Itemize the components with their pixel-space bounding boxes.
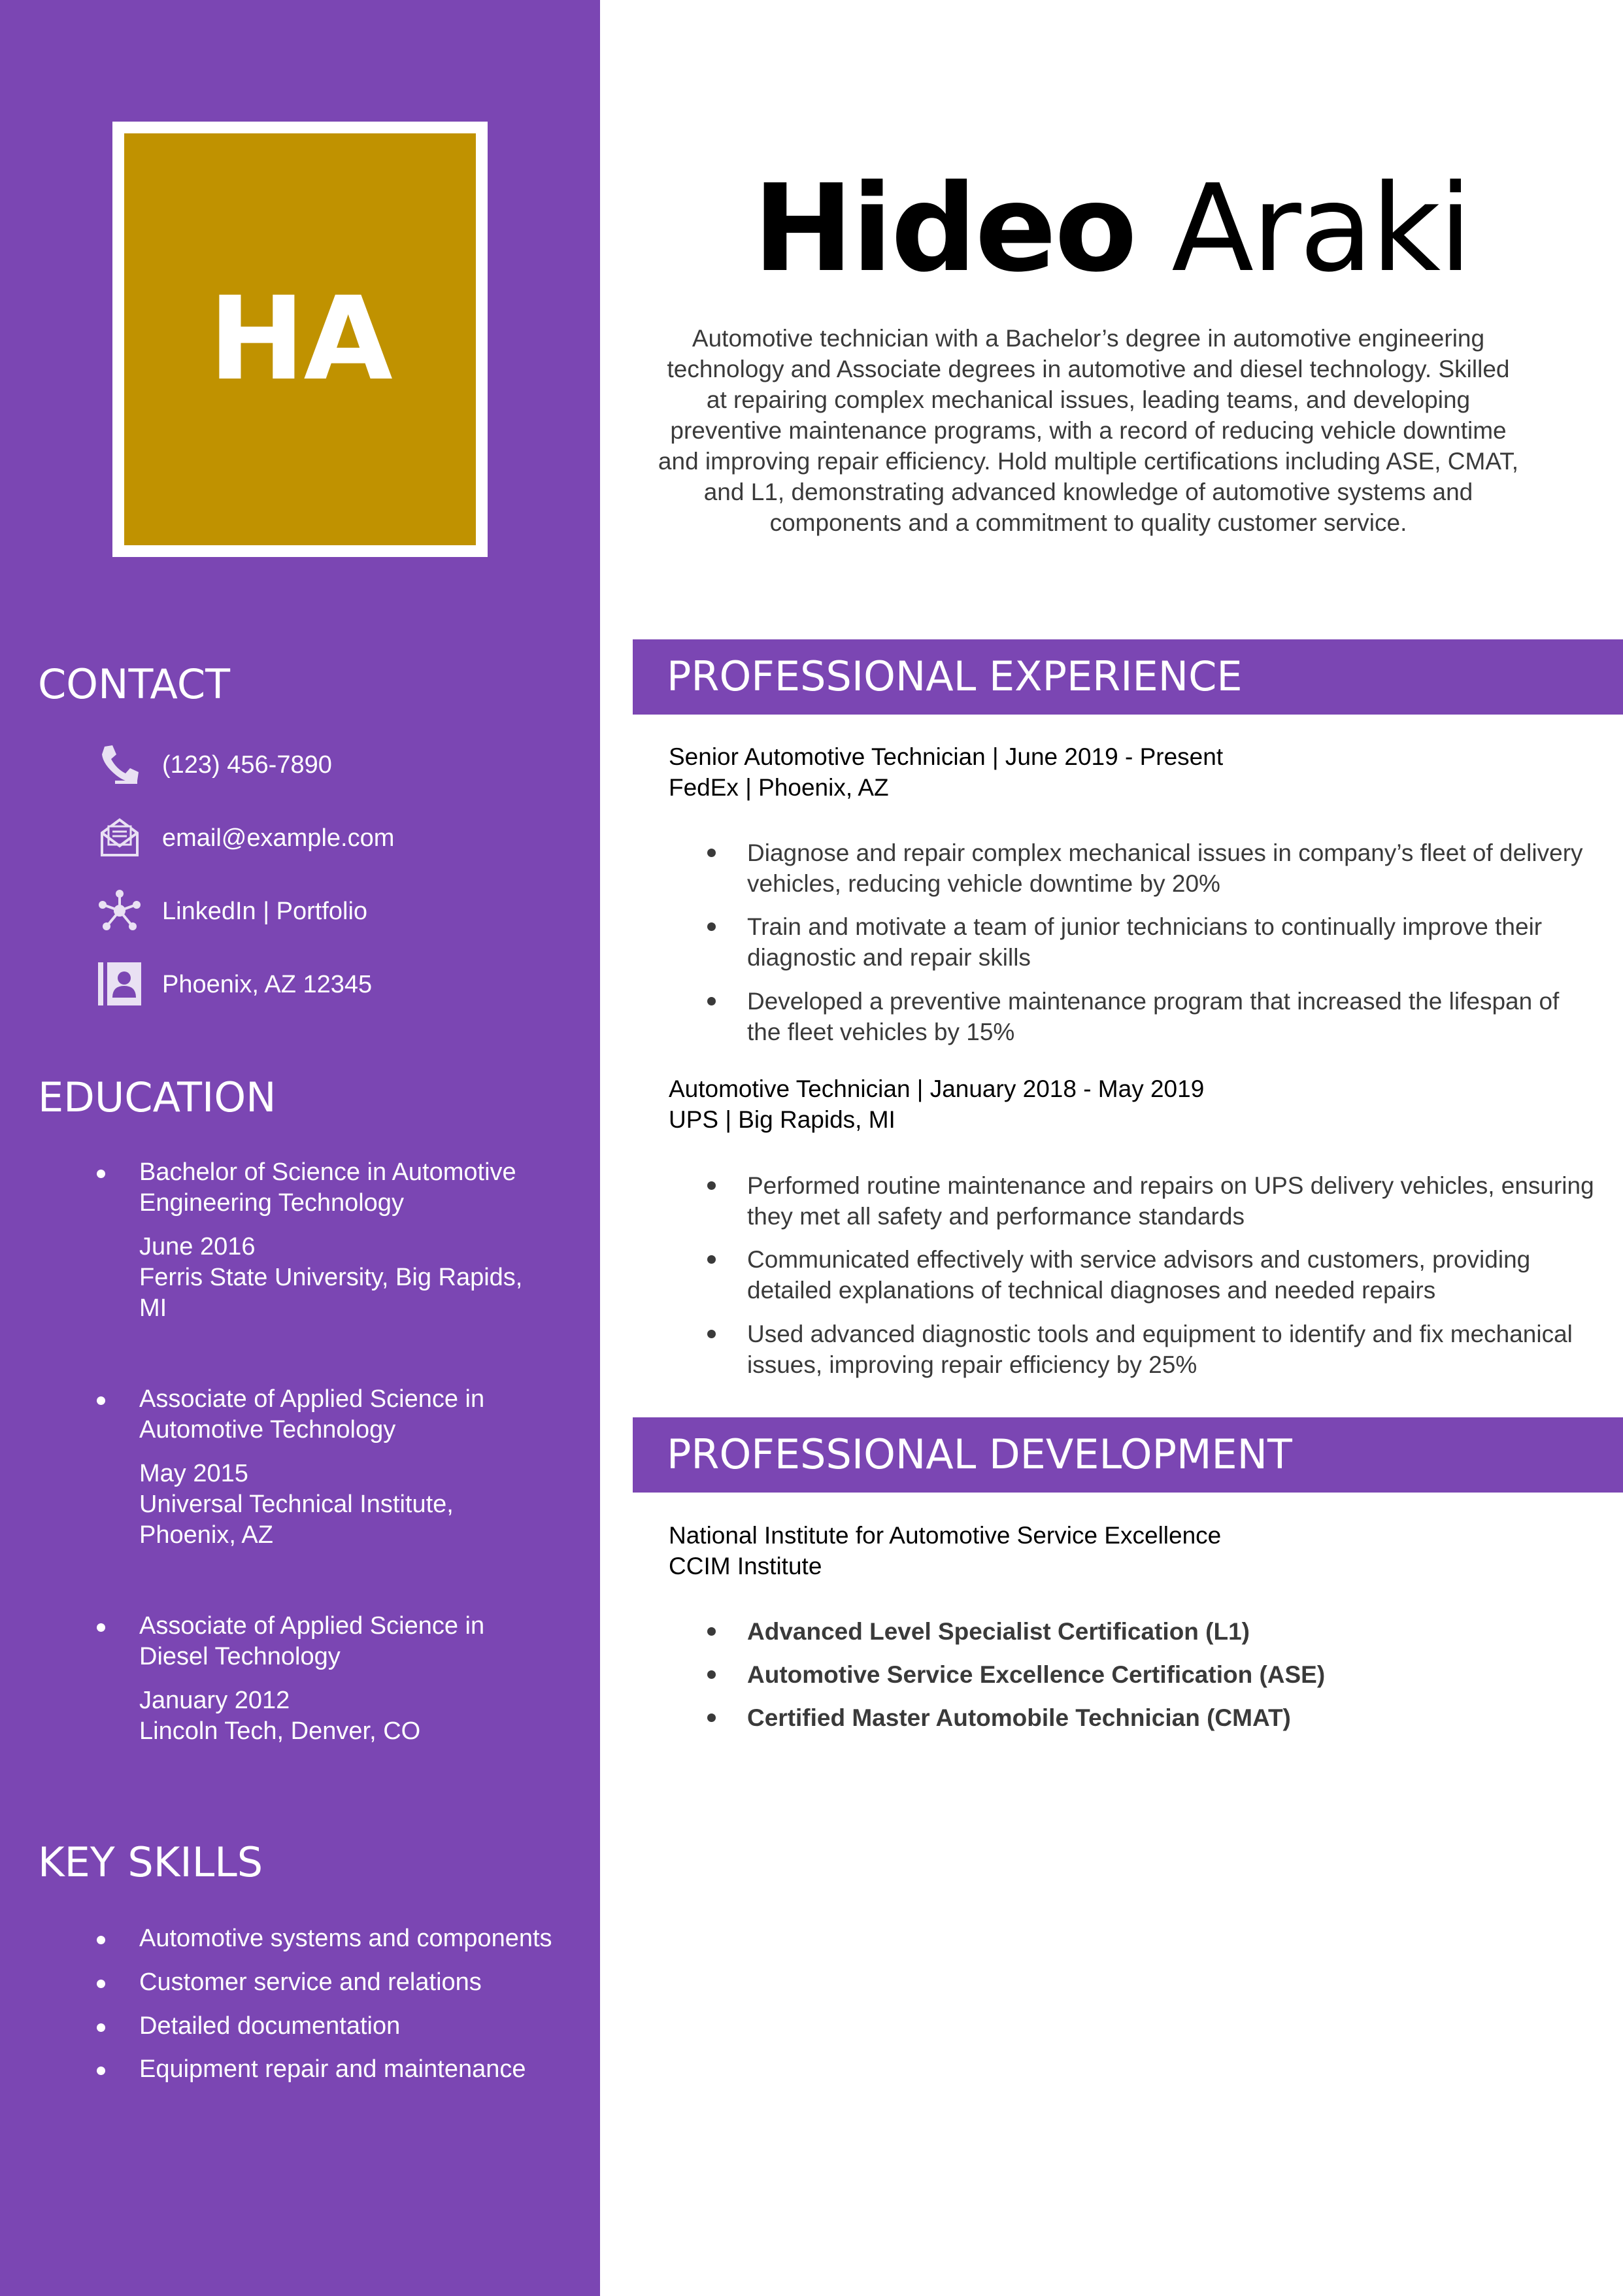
bullet-icon [707, 1627, 716, 1636]
bullet-icon [97, 2023, 105, 2032]
development-org-line: National Institute for Automotive Service Excellence [669, 1522, 1222, 1549]
bullet-icon [97, 1170, 105, 1178]
network-icon [97, 888, 142, 934]
bullet-icon [707, 1255, 716, 1264]
bullet-icon [97, 1980, 105, 1988]
education-heading: EDUCATION [38, 1073, 276, 1121]
contact-phone-text: (123) 456-7890 [162, 751, 332, 779]
education-date: January 2012 [139, 1687, 290, 1714]
job-bullet: Train and motivate a team of junior technicians to continually improve their diagnostic and repair skills [747, 913, 1543, 971]
certification-item: Certified Master Automobile Technician (CMAT) [747, 1704, 1291, 1731]
skill-text: Automotive systems and components [139, 1925, 552, 1952]
sidebar [0, 0, 600, 2296]
first-name: Hideo [752, 159, 1135, 299]
candidate-name [600, 159, 1623, 299]
development-org-line: CCIM Institute [669, 1553, 822, 1579]
job-bullet: Developed a preventive maintenance program that increased the lifespan of the fleet vehicles by 15% [747, 988, 1560, 1045]
contact-heading: CONTACT [38, 660, 231, 708]
bullet-icon [707, 1714, 716, 1722]
bullet-icon [97, 1396, 105, 1405]
contact-links[interactable] [97, 888, 580, 934]
bullet-icon [707, 1181, 716, 1190]
job-company-line: FedEx | Phoenix, AZ [669, 774, 889, 801]
skill-text: Detailed documentation [139, 2012, 401, 2040]
job-bullet: Performed routine maintenance and repairs on UPS delivery vehicles, ensuring they met all safety and performance standards [747, 1172, 1594, 1230]
bullet-icon [707, 849, 716, 857]
phone-icon [97, 741, 142, 787]
job-company-line: UPS | Big Rapids, MI [669, 1106, 895, 1133]
development-section-bar [633, 1417, 1623, 1493]
job-title-line: Automotive Technician | January 2018 - May 2019 [669, 1075, 1205, 1102]
monogram-badge [112, 122, 488, 557]
education-degree: Associate of Applied Science in Diesel Technology [139, 1612, 485, 1670]
job-title-line: Senior Automotive Technician | June 2019 - Present [669, 743, 1224, 770]
skills-heading: KEY SKILLS [38, 1838, 263, 1886]
bullet-icon [707, 922, 716, 931]
skill-text: Equipment repair and maintenance [139, 2055, 526, 2083]
bullet-icon [707, 997, 716, 1005]
contact-email-text: email@example.com [162, 824, 395, 852]
education-date: June 2016 [139, 1233, 256, 1260]
contact-location[interactable] [97, 961, 580, 1007]
education-date: May 2015 [139, 1460, 248, 1487]
email-icon [97, 815, 142, 860]
certification-item: Automotive Service Excellence Certification (ASE) [747, 1661, 1326, 1688]
job-bullet: Communicated effectively with service advisors and customers, providing detailed explanations of technical diagnoses and needed repairs [747, 1246, 1531, 1304]
education-degree: Bachelor of Science in Automotive Engineering Technology [139, 1158, 516, 1217]
location-icon [97, 961, 142, 1007]
experience-heading: PROFESSIONAL EXPERIENCE [667, 652, 1243, 700]
certification-item: Advanced Level Specialist Certification (L1) [747, 1618, 1250, 1645]
contact-location-text: Phoenix, AZ 12345 [162, 971, 373, 998]
job-bullet: Diagnose and repair complex mechanical issues in company’s fleet of delivery vehicles, reducing vehicle downtime by 20% [747, 839, 1583, 897]
experience-section-bar [633, 639, 1623, 715]
skill-text: Customer service and relations [139, 1968, 482, 1996]
monogram-background [124, 133, 476, 545]
education-degree: Associate of Applied Science in Automotive Technology [139, 1385, 485, 1443]
job-bullet: Used advanced diagnostic tools and equipment to identify and fix mechanical issues, improving repair efficiency by 25% [747, 1321, 1573, 1378]
contact-phone[interactable] [97, 741, 580, 787]
bullet-icon [97, 2067, 105, 2075]
last-name: Araki [1171, 159, 1471, 299]
monogram-initials: HA [209, 272, 392, 406]
bullet-icon [97, 1936, 105, 1944]
development-heading: PROFESSIONAL DEVELOPMENT [667, 1430, 1292, 1478]
education-school: Universal Technical Institute, Phoenix, AZ [139, 1491, 454, 1549]
contact-email[interactable] [97, 815, 580, 860]
contact-links-text: LinkedIn | Portfolio [162, 898, 368, 925]
summary-text: Automotive technician with a Bachelor’s degree in automotive engineering technology and Associate degrees in automotive and diesel technology. Skilled at repairing complex mechanical issues, leading teams, and developing preventive maintenance programs, with a record of reducing vehicle downtime and improving repair efficiency. Hold multiple certifications including ASE, CMAT, and L1, demonstrating advanced knowledge of automotive systems and components and a commitment to quality customer service. [658, 325, 1519, 536]
bullet-icon [707, 1670, 716, 1679]
education-school: Lincoln Tech, Denver, CO [139, 1717, 421, 1745]
education-school: Ferris State University, Big Rapids, MI [139, 1264, 523, 1322]
bullet-icon [707, 1330, 716, 1338]
bullet-icon [97, 1623, 105, 1632]
